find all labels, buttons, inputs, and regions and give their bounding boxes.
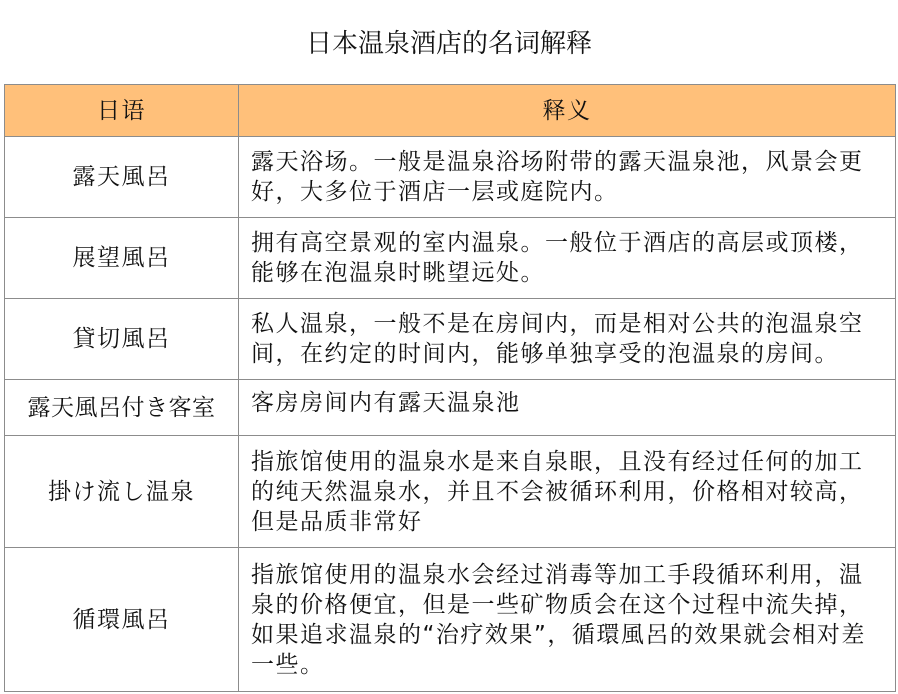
table-row [5, 299, 896, 380]
page-title: 日本温泉酒店的名词解释 [305, 29, 592, 59]
definition-cell: 露天浴场。一般是温泉浴场附带的露天温泉池，风景会更好，大多位于酒店一层或庭院内。 [239, 137, 896, 218]
term-cell: 展望風呂 [5, 218, 239, 299]
table-row [5, 436, 896, 548]
glossary-table [4, 84, 896, 692]
definition-cell: 指旅馆使用的温泉水是来自泉眼，且没有经过任何的加工的纯天然温泉水，并且不会被循环利用，价格相对较高，但是品质非常好 [239, 436, 896, 548]
definition-cell: 私人温泉，一般不是在房间内，而是相对公共的泡温泉空间，在约定的时间内，能够单独享受的泡温泉的房间。 [239, 299, 896, 380]
table-row [5, 137, 896, 218]
table-row [5, 548, 896, 692]
term-cell: 掛け流し温泉 [5, 436, 239, 548]
term-cell: 露天風呂付き客室 [5, 380, 239, 436]
definition-cell: 指旅馆使用的温泉水会经过消毒等加工手段循环利用，温泉的价格便宜，但是一些矿物质会在这个过程中流失掉，如果追求温泉的“治疗效果”，循環風呂的效果就会相对差一些。 [239, 548, 896, 692]
table-row [5, 218, 896, 299]
header-definition: 释义 [239, 85, 896, 137]
term-cell: 露天風呂 [5, 137, 239, 218]
header-japanese: 日语 [5, 85, 239, 137]
term-cell: 循環風呂 [5, 548, 239, 692]
term-cell: 貸切風呂 [5, 299, 239, 380]
table-header-row [5, 85, 896, 137]
table-row [5, 380, 896, 436]
definition-cell: 客房房间内有露天温泉池 [239, 380, 896, 436]
definition-cell: 拥有高空景观的室内温泉。一般位于酒店的高层或顶楼，能够在泡温泉时眺望远处。 [239, 218, 896, 299]
